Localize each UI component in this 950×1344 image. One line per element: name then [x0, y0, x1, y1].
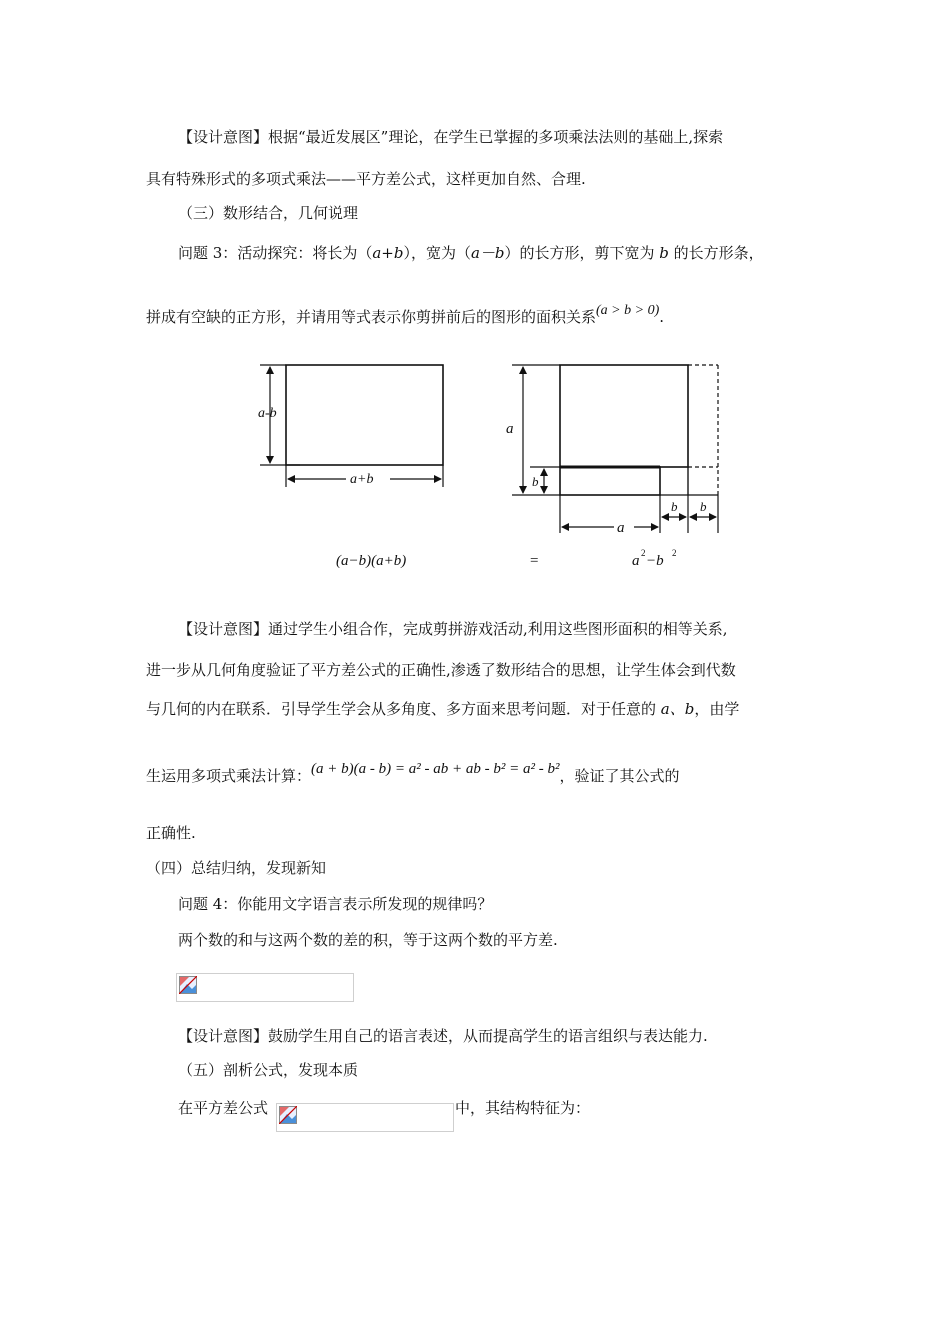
design-intent-1-line1: 【设计意图】根据“最近发展区”理论，在学生已掌握的多项乘法法则的基础上,探索: [178, 128, 724, 146]
left-rectangle: [286, 365, 443, 465]
question-3-line1: [178, 243, 764, 263]
section-5-text-b: 中，其结构特征为：: [455, 1099, 591, 1117]
question-3-text-b: ），宽为（: [403, 244, 471, 262]
design-intent-2-line1: 【设计意图】通过学生小组合作，完成剪拼游戏活动,利用这些图形面积的相等关系,: [178, 620, 728, 638]
design-intent-2-line2: 进一步从几何角度验证了平方差公式的正确性,渗透了数形结合的思想，让学生体会到代数: [146, 661, 736, 679]
equation-sign: =: [530, 553, 539, 569]
section-4-heading: （四）总结归纳，发现新知: [146, 859, 327, 877]
left-width-label: a+b: [350, 472, 374, 487]
broken-image-icon: [279, 1106, 297, 1124]
design-intent-2-line4: [146, 761, 680, 787]
question-3-text-d: 的长方形条，: [668, 244, 764, 262]
right-square-top: [560, 365, 688, 467]
equation-right-exp1: 2: [641, 548, 646, 558]
rule-statement: 两个数的和与这两个数的差的积，等于这两个数的平方差.: [178, 931, 558, 949]
var-a-b: a、b: [660, 700, 695, 718]
question-3-line2: [146, 303, 665, 329]
design-intent-2-line4-a: 生运用多项式乘法计算：: [146, 767, 312, 785]
broken-image-icon: [179, 976, 197, 994]
question-3-prefix: 问题 3：: [178, 244, 238, 262]
broken-image-2: [276, 1103, 454, 1132]
condition-formula: (a > b > 0): [596, 303, 660, 318]
bottom-b1-label: b: [671, 499, 678, 514]
equation-left: (a−b)(a+b): [336, 553, 407, 569]
question-3-text-a: 活动探究：将长为（: [237, 244, 373, 262]
design-intent-2-line3-a: 与几何的内在联系．引导学生学会从多角度、多方面来思考问题．对于任意的: [146, 700, 661, 718]
question-4: 问题 4：你能用文字语言表示所发现的规律吗？: [178, 895, 493, 913]
design-intent-2-line3: [146, 699, 739, 719]
left-height-label: a-b: [258, 406, 277, 421]
var-a-minus-b: a－b: [470, 244, 505, 262]
right-a-label: a: [506, 421, 514, 437]
equation-right-b: −b: [646, 553, 664, 569]
var-b: b: [659, 244, 669, 262]
var-a-plus-b: a+b: [372, 244, 404, 262]
question-3-text-c: ）的长方形，剪下宽为: [504, 244, 660, 262]
design-intent-3: 【设计意图】鼓励学生用自己的语言表述，从而提高学生的语言组织与表达能力.: [178, 1027, 708, 1045]
section-5-heading: （五）剖析公式，发现本质: [178, 1061, 359, 1079]
question-3-end: .: [659, 308, 665, 326]
bottom-a-label: a: [617, 520, 625, 536]
design-intent-2-line3-b: ，由学: [694, 700, 740, 718]
expansion-formula: (a + b)(a - b) = a² - ab + ab - b² = a² - b²: [311, 761, 560, 777]
right-b-label: b: [532, 474, 539, 489]
rectangle-cut-figure: [240, 355, 760, 585]
equation-right-exp2: 2: [672, 548, 677, 558]
design-intent-2-line4-b: ，验证了其公式的: [559, 767, 680, 785]
design-intent-1-line2: 具有特殊形式的多项式乘法——平方差公式，这样更加自然、合理.: [146, 170, 586, 188]
design-intent-2-line5: 正确性.: [146, 824, 196, 842]
right-strip-bottom: [560, 467, 660, 495]
section-5-text-a: 在平方差公式: [178, 1099, 269, 1117]
broken-image-1: [176, 973, 354, 1002]
section-3-heading: （三）数形结合，几何说理: [178, 204, 359, 222]
bottom-b2-label: b: [700, 499, 707, 514]
question-3-line2-text: 拼成有空缺的正方形，并请用等式表示你剪拼前后的图形的面积关系: [146, 308, 597, 326]
equation-right-a: a: [632, 553, 640, 569]
